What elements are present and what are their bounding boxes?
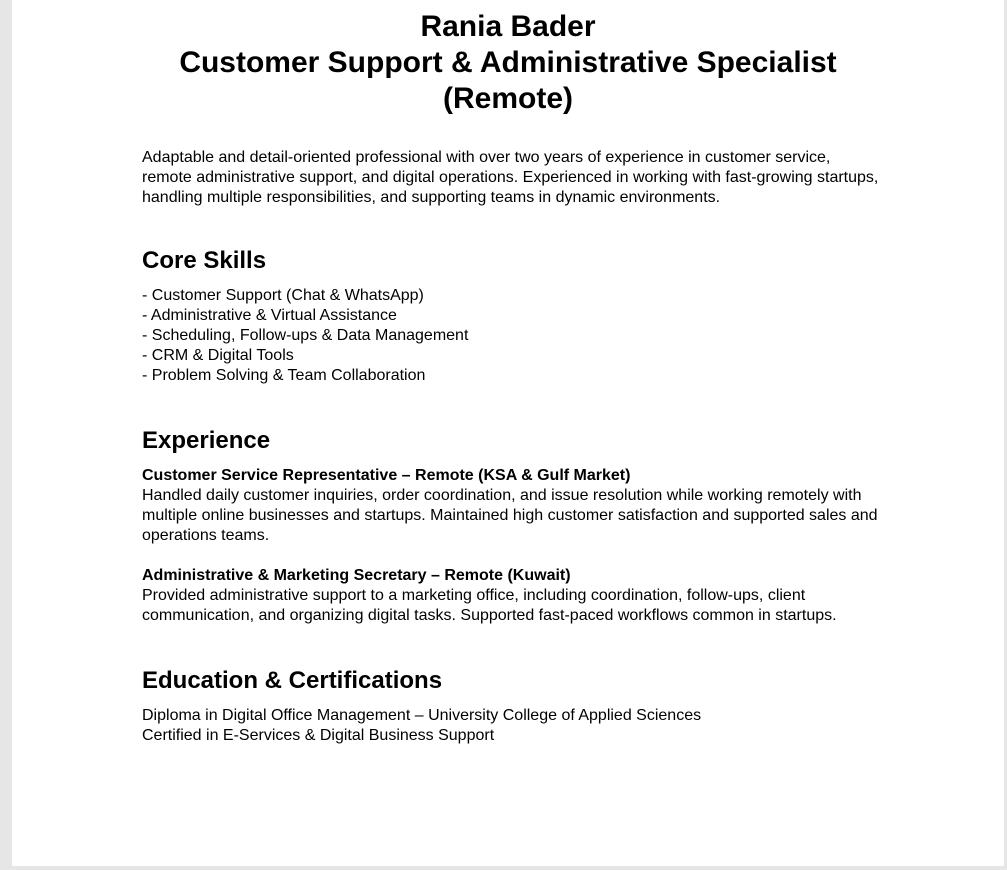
experience-entry (142, 566, 882, 626)
education-item: Diploma in Digital Office Management – University College of Applied Sciences (142, 707, 702, 724)
candidate-name: Rania Bader (420, 10, 596, 43)
skill-item: - Problem Solving & Team Collaboration (142, 367, 426, 384)
education-item: Certified in E-Services & Digital Business Support (142, 727, 495, 744)
document-page (12, 0, 1004, 866)
skill-item: - Administrative & Virtual Assistance (142, 307, 397, 324)
experience-description: Provided administrative support to a marketing office, including coordination, follow-ups, client communication, and organizing digital tasks. Supported fast-paced workflows common in startups. (142, 587, 837, 624)
education-heading: Education & Certifications (142, 667, 443, 694)
resume-header (12, 8, 1004, 117)
experience-heading: Experience (142, 427, 271, 454)
experience-title: Administrative & Marketing Secretary – Remote (Kuwait) (142, 567, 571, 584)
resume-body (142, 148, 882, 746)
job-title-heading: Customer Support & Administrative Specialist (Remote) (179, 46, 837, 115)
skill-item: - Scheduling, Follow-ups & Data Management (142, 327, 469, 344)
experience-description: Handled daily customer inquiries, order coordination, and issue resolution while working remotely with multiple online businesses and startups. Maintained high customer satisfaction and supported sales and operations teams. (142, 487, 878, 544)
experience-entry (142, 466, 882, 546)
skill-item: - Customer Support (Chat & WhatsApp) (142, 287, 424, 304)
core-skills-heading: Core Skills (142, 247, 267, 274)
skill-item: - CRM & Digital Tools (142, 347, 294, 364)
professional-summary: Adaptable and detail-oriented professional with over two years of experience in customer service, remote administrative support, and digital operations. Experienced in working with fast-growing startups, handling multiple responsibilities, and supporting teams in dynamic environments. (142, 149, 879, 206)
education-list (142, 706, 882, 746)
experience-title: Customer Service Representative – Remote (KSA & Gulf Market) (142, 467, 631, 484)
core-skills-list (142, 286, 882, 386)
